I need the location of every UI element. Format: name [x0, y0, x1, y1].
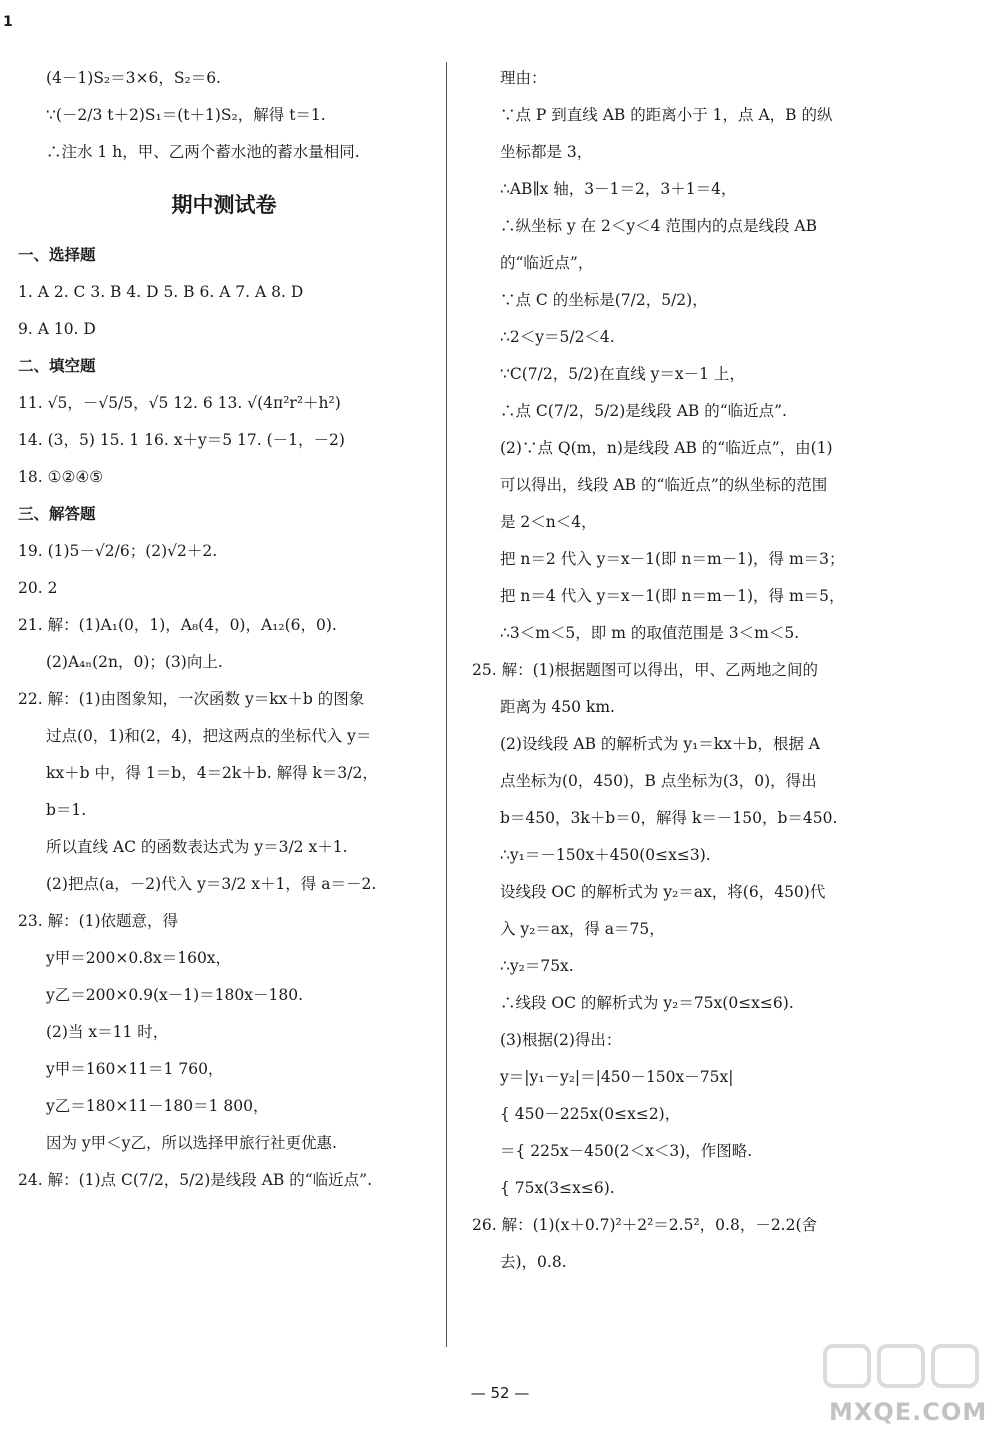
fill-answer-line: 18. ①②④⑤ — [18, 468, 104, 486]
solution-line: 因为 y甲＜y乙，所以选择甲旅行社更优惠. — [46, 1134, 337, 1152]
page-number: — 52 — — [470, 1384, 530, 1402]
solution-line: kx＋b 中，得 1＝b，4＝2k＋b. 解得 k＝3/2， — [46, 764, 378, 782]
choice-answers — [18, 274, 430, 348]
section-fill-heading: 二、填空题 — [18, 357, 96, 375]
page-title: 期中测试卷 — [171, 193, 277, 217]
corner-mark: 1 — [3, 14, 13, 30]
solution-line: { 450－225x(0≤x≤2)， — [500, 1105, 681, 1123]
solution-line: 入 y₂＝ax，得 a＝75， — [500, 920, 665, 938]
text-line: ∵(－2/3 t＋2)S₁＝(t＋1)S₂，解得 t＝1. — [46, 106, 326, 124]
solution-line: 把 n＝2 代入 y＝x－1(即 n＝m－1)，得 m＝3； — [500, 550, 845, 568]
solution-line: ∴y₂＝75x. — [500, 957, 574, 975]
column-divider — [446, 62, 447, 1347]
solution-line: (2)当 x＝11 时， — [46, 1023, 169, 1041]
choice-answer-line: 9. A 10. D — [18, 320, 96, 338]
solution-line: 理由： — [500, 69, 547, 87]
solution-line: (3)根据(2)得出： — [500, 1031, 622, 1049]
solution-line: ∴y₁＝－150x＋450(0≤x≤3). — [500, 846, 711, 864]
previous-answer-tail — [18, 60, 430, 171]
right-column — [472, 60, 882, 1281]
text-line: ∴注水 1 h，甲、乙两个蓄水池的蓄水量相同. — [46, 143, 360, 161]
watermark-text: MXQE.COM — [829, 1398, 988, 1426]
solution-line: ∴2＜y＝5/2＜4. — [500, 328, 615, 346]
solution-line: 24. 解：(1)点 C(7/2，5/2)是线段 AB 的“临近点”. — [18, 1171, 373, 1189]
solution-line: 21. 解：(1)A₁(0，1)，A₈(4，0)，A₁₂(6，0). — [18, 616, 337, 634]
choice-answer-line: 1. A 2. C 3. B 4. D 5. B 6. A 7. A 8. D — [18, 283, 304, 301]
fill-answers — [18, 385, 430, 496]
solution-line: { 75x(3≤x≤6). — [500, 1179, 615, 1197]
solution-line: 点坐标为(0，450)，B 点坐标为(3，0)，得出 — [500, 772, 817, 790]
solution-line: 22. 解：(1)由图象知，一次函数 y＝kx＋b 的图象 — [18, 690, 365, 708]
solution-line: y甲＝200×0.8x＝160x， — [46, 949, 232, 967]
solution-line: 过点(0，1)和(2，4)，把这两点的坐标代入 y＝ — [46, 727, 372, 745]
solution-line: 是 2＜n＜4， — [500, 513, 597, 531]
solution-answers-right — [472, 60, 882, 1281]
solution-line: b＝450，3k＋b＝0，解得 k＝－150，b＝450. — [500, 809, 838, 827]
solution-line: (2)A₄ₙ(2n，0)；(3)向上. — [46, 653, 223, 671]
solution-line: 23. 解：(1)依题意，得 — [18, 912, 179, 930]
solution-line: 25. 解：(1)根据题图可以得出，甲、乙两地之间的 — [472, 661, 819, 679]
solution-line: ∴点 C(7/2，5/2)是线段 AB 的“临近点”. — [500, 402, 787, 420]
left-column — [18, 60, 430, 1199]
solution-line: b＝1. — [46, 801, 87, 819]
solution-line: 所以直线 AC 的函数表达式为 y＝3/2 x＋1. — [46, 838, 348, 856]
solution-line: y乙＝200×0.9(x－1)＝180x－180. — [46, 986, 304, 1004]
solution-line: 设线段 OC 的解析式为 y₂＝ax，将(6，450)代 — [500, 883, 826, 901]
solution-line: 26. 解：(1)(x＋0.7)²＋2²＝2.5²，0.8，－2.2(舍 — [472, 1216, 818, 1234]
section-choice-heading: 一、选择题 — [18, 246, 96, 264]
solution-line: 距离为 450 km. — [500, 698, 615, 716]
solution-line: ∵C(7/2，5/2)在直线 y＝x－1 上， — [500, 365, 745, 383]
solution-line: ＝{ 225x－450(2＜x＜3)，作图略. — [500, 1142, 753, 1160]
fill-answer-line: 11. √5，－√5/5，√5 12. 6 13. √(4π²r²＋h²) — [18, 394, 341, 412]
solution-line: 去)，0.8. — [500, 1253, 567, 1271]
solution-line: 把 n＝4 代入 y＝x－1(即 n＝m－1)，得 m＝5， — [500, 587, 845, 605]
solution-line: ∴线段 OC 的解析式为 y₂＝75x(0≤x≤6). — [500, 994, 794, 1012]
solution-line: (2)把点(a，－2)代入 y＝3/2 x＋1，得 a＝－2. — [46, 875, 377, 893]
solution-line: ∵点 C 的坐标是(7/2，5/2)， — [500, 291, 708, 309]
section-solution-heading: 三、解答题 — [18, 505, 96, 523]
solution-line: ∴AB∥x 轴，3－1＝2，3＋1＝4， — [500, 180, 737, 198]
solution-line: ∵点 P 到直线 AB 的距离小于 1，点 A，B 的纵 — [500, 106, 833, 124]
solution-line: ∴3＜m＜5，即 m 的取值范围是 3＜m＜5. — [500, 624, 800, 642]
solution-line: 19. (1)5－√2/6；(2)√2＋2. — [18, 542, 218, 560]
solution-line: y甲＝160×11＝1 760， — [46, 1060, 224, 1078]
solution-line: 20. 2 — [18, 579, 58, 597]
solution-line: 可以得出，线段 AB 的“临近点”的纵坐标的范围 — [500, 476, 828, 494]
solution-line: (2)设线段 AB 的解析式为 y₁＝kx＋b，根据 A — [500, 735, 820, 753]
solution-line: y乙＝180×11－180＝1 800， — [46, 1097, 269, 1115]
solution-line: 坐标都是 3， — [500, 143, 593, 161]
solution-answers-left — [18, 533, 430, 1199]
text-line: (4－1)S₂＝3×6，S₂＝6. — [46, 69, 221, 87]
solution-line: ∴纵坐标 y 在 2＜y＜4 范围内的点是线段 AB — [500, 217, 817, 235]
solution-line: y＝|y₁－y₂|＝|450－150x－75x| — [500, 1068, 734, 1086]
fill-answer-line: 14. (3，5) 15. 1 16. x＋y＝5 17. (－1，－2) — [18, 431, 345, 449]
solution-line: (2)∵点 Q(m，n)是线段 AB 的“临近点”，由(1) — [500, 439, 833, 457]
solution-line: 的“临近点”， — [500, 254, 594, 272]
